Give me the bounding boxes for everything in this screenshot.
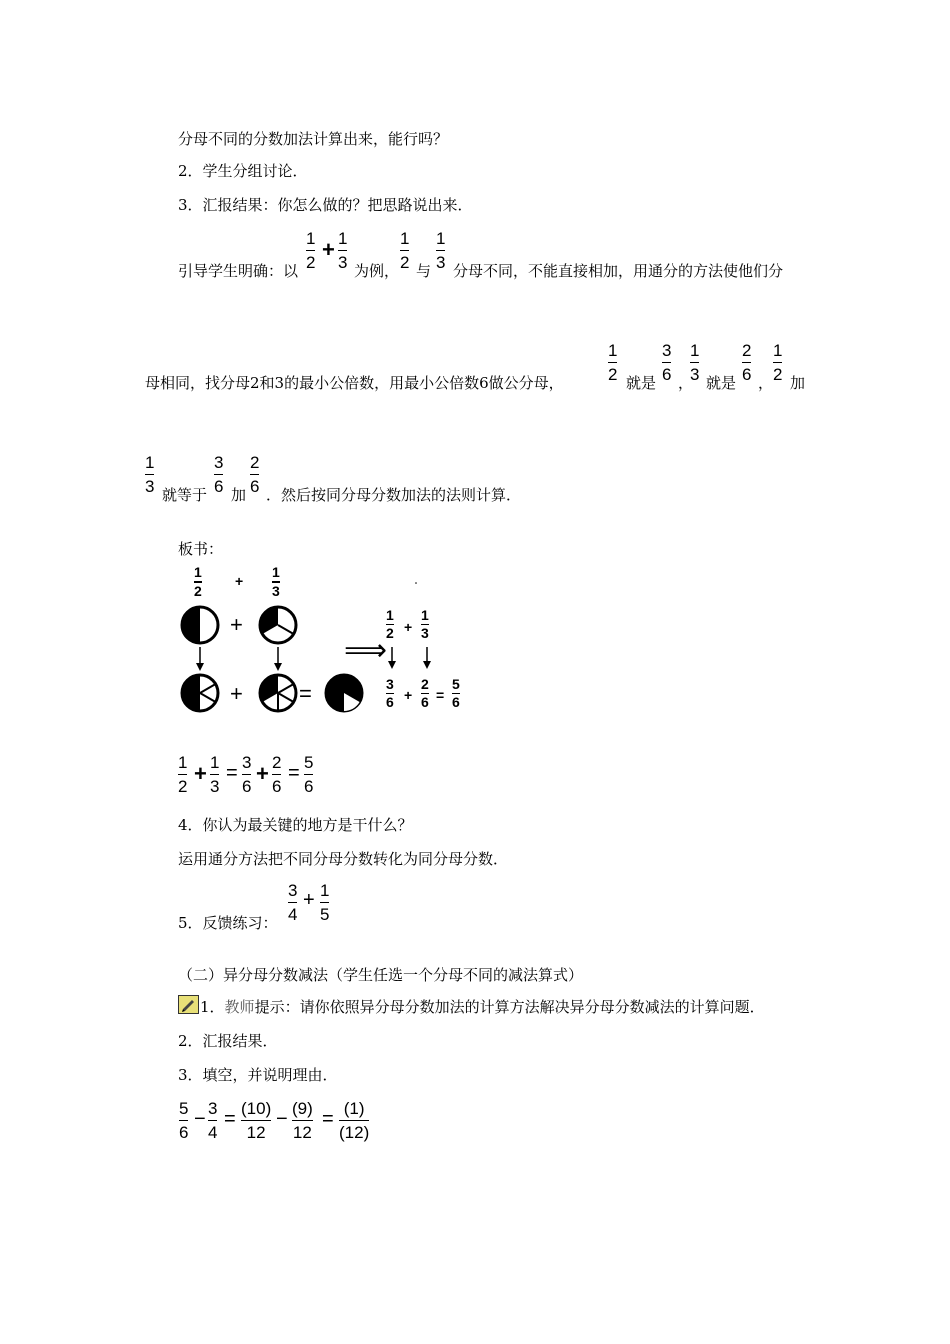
plus-sign: +	[303, 889, 315, 911]
fraction-5-6: 5 6	[304, 753, 314, 796]
plus-sign: +	[235, 573, 244, 589]
text-line-6a: 就等于	[162, 486, 208, 504]
text-line-6b: 加	[231, 486, 247, 504]
fraction-3-6: 3 6	[386, 676, 394, 710]
fraction-1-2: 1 2	[194, 564, 202, 599]
equals-sign: =	[226, 762, 238, 784]
text-line-5d: 就是	[706, 374, 737, 392]
fraction-3-4: 3 4	[208, 1099, 218, 1142]
pencil-note-icon	[178, 995, 199, 1014]
minus-sign: −	[194, 1108, 206, 1130]
fraction-1-5: 1 5	[320, 881, 330, 924]
svg-text:⟹: ⟹	[344, 633, 388, 668]
text-line-5a: 母相同，找分母2和3的最小公倍数，用最小公倍数6做公分母，	[145, 374, 564, 392]
text-line-5c: ，	[678, 374, 694, 392]
fraction-1-2: 1 2	[608, 341, 618, 384]
fraction-5-6: 5 6	[452, 676, 460, 710]
text-line-14: 3．填空，并说明理由．	[178, 1066, 338, 1084]
text-line-6c: ．然后按同分母分数加法的法则计算．	[266, 486, 522, 504]
text-line-12: 1．教师提示：请你依照异分母分数加法的计算方法解决异分母分数减法的计算问题．	[200, 998, 765, 1016]
text-line-4c: 与	[416, 262, 432, 280]
fraction-1-3: 1 3	[272, 564, 280, 599]
fraction-1-2: 1 2	[306, 229, 316, 272]
fraction-1-3: 1 3	[421, 607, 429, 641]
fraction-2-6: 2 6	[272, 753, 282, 796]
svg-text:=: =	[299, 681, 312, 706]
fraction-3-4: 3 4	[288, 881, 298, 924]
fraction-10-12: (10) 12	[241, 1099, 272, 1142]
fraction-1-12: (1) (12)	[339, 1099, 370, 1142]
fraction-1-3: 1 3	[690, 341, 700, 384]
board-label: 板书：	[178, 540, 224, 558]
fraction-3-6: 3 6	[662, 341, 672, 384]
text-line-13: 2．汇报结果．	[178, 1032, 278, 1050]
text-line-10: 5．反馈练习：	[178, 914, 278, 932]
equals-sign: =	[436, 687, 445, 703]
plus-sign: +	[404, 687, 413, 703]
fraction-1-3: 1 3	[210, 753, 220, 796]
fraction-9-12: (9) 12	[292, 1099, 313, 1142]
fraction-circles-svg	[178, 565, 478, 720]
equals-sign: =	[288, 762, 300, 784]
third-circle	[260, 607, 296, 643]
half-circle	[182, 607, 218, 643]
fraction-2-6: 2 6	[742, 341, 752, 384]
text-line-5f: 加	[790, 374, 806, 392]
fraction-2-6: 2 6	[250, 453, 260, 496]
equals-sign: =	[224, 1108, 236, 1130]
text-line-2: 2．学生分组讨论．	[178, 162, 308, 180]
plus-sign: +	[194, 761, 207, 786]
plus-sign: +	[256, 761, 269, 786]
text-line-3: 3．汇报结果：你怎么做的？把思路说出来．	[178, 196, 473, 214]
section-heading-subtraction: （二）异分母分数减法（学生任选一个分母不同的减法算式）	[178, 966, 584, 984]
fraction-2-6: 2 6	[421, 676, 429, 710]
text-line-4d: 分母不同，不能直接相加，用通分的方法使他们分	[453, 262, 784, 280]
fraction-1-3: 1 3	[338, 229, 348, 272]
fraction-5-6: 5 6	[179, 1099, 189, 1142]
plus-sign: +	[404, 619, 413, 635]
fraction-3-6: 3 6	[242, 753, 252, 796]
text-line-1: 分母不同的分数加法计算出来，能行吗？	[178, 130, 449, 148]
fraction-1-3: 1 3	[436, 229, 446, 272]
plus-sign: +	[322, 237, 335, 262]
fraction-1-2: 1 2	[400, 229, 410, 272]
text-line-9: 运用通分方法把不同分母分数转化为同分母分数．	[178, 850, 509, 868]
fraction-1-2: 1 2	[386, 607, 394, 641]
text-line-4a: 引导学生明确：以	[178, 262, 299, 280]
fraction-1-2: 1 2	[773, 341, 783, 384]
three-sixths-circle	[182, 675, 218, 711]
text-line-8: 4．你认为最关键的地方是干什么？	[178, 816, 413, 834]
board-diagram	[178, 565, 478, 720]
fraction-1-2: 1 2	[178, 753, 188, 796]
minus-sign: −	[276, 1108, 288, 1130]
equals-sign: =	[322, 1108, 334, 1130]
two-sixths-circle	[260, 675, 296, 711]
svg-text:+: +	[230, 612, 243, 637]
fraction-1-3: 1 3	[145, 453, 155, 496]
text-line-5e: ，	[758, 374, 774, 392]
fraction-3-6: 3 6	[214, 453, 224, 496]
text-line-4b: 为例，	[354, 262, 400, 280]
five-sixths-circle	[326, 675, 362, 711]
svg-text:+: +	[230, 681, 243, 706]
text-line-5b: 就是	[626, 374, 657, 392]
